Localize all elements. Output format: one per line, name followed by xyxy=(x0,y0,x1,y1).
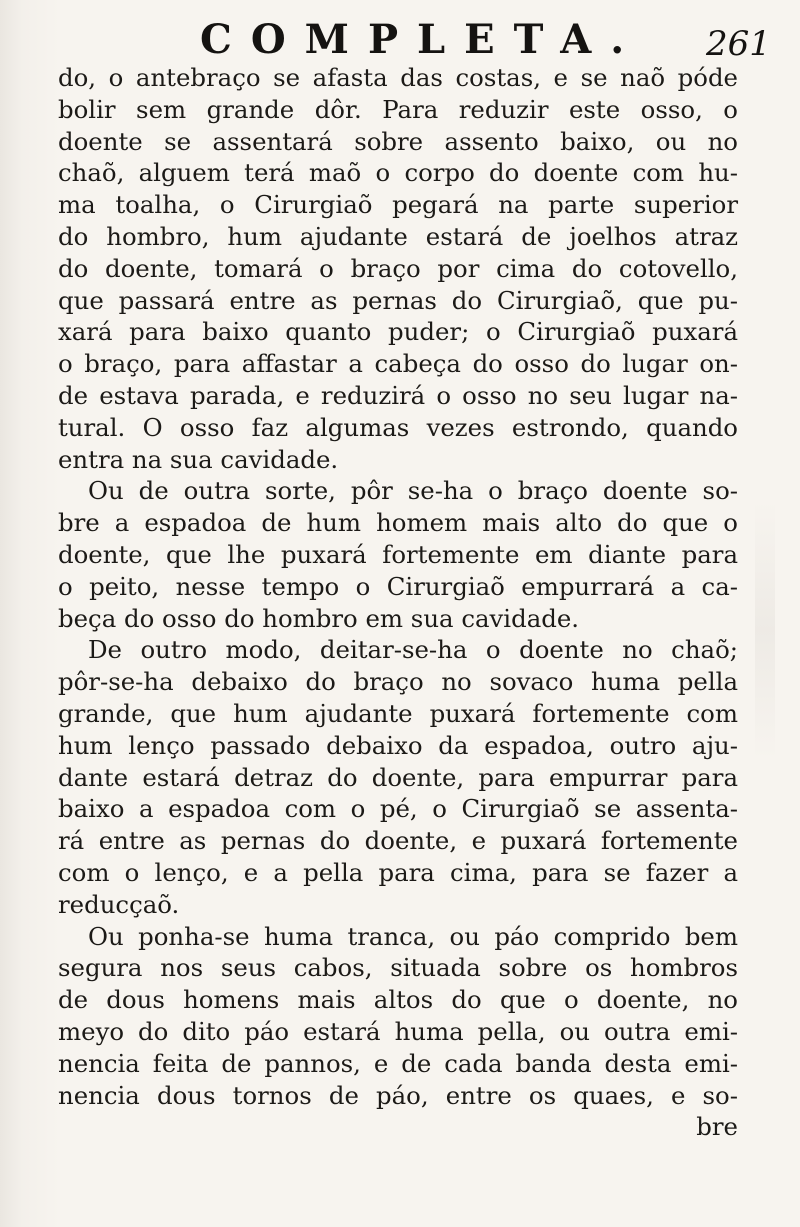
body-text xyxy=(58,62,738,1143)
text-line: de dous homens mais altos do que o doente, no xyxy=(58,985,738,1015)
text-line: do hombro, hum ajudante estará de joelhos atraz xyxy=(58,221,738,251)
paragraph-end-line: beça do osso do hombro em sua cavidade. xyxy=(58,603,580,633)
text-line: meyo do dito páo estará huma pella, ou outra emi- xyxy=(58,1016,738,1046)
text-line: com o lenço, e a pella para cima, para se fazer a xyxy=(58,857,738,887)
paper-smudge xyxy=(755,500,775,760)
text-line: de estava parada, e reduzirá o osso no seu lugar na- xyxy=(58,380,738,410)
paragraph-end-line: entra na sua cavidade. xyxy=(58,444,339,474)
text-line: nencia dous tornos de páo, entre os quaes, e so- xyxy=(58,1080,738,1110)
text-line: dante estará detraz do doente, para empurrar para xyxy=(58,762,738,792)
catchword: bre xyxy=(696,1112,738,1142)
text-line: nencia feita de pannos, e de cada banda desta emi- xyxy=(58,1048,738,1078)
text-line: segura nos seus cabos, situada sobre os hombros xyxy=(58,953,738,983)
text-line: o peito, nesse tempo o Cirurgiaõ empurrará a ca- xyxy=(58,571,738,601)
text-line: grande, que hum ajudante puxará fortemente com xyxy=(58,698,738,728)
text-line: bolir sem grande dôr. Para reduzir este osso, o xyxy=(58,94,738,124)
page-number: 261 xyxy=(706,24,771,64)
text-line: bre a espadoa de hum homem mais alto do que o xyxy=(58,508,738,538)
text-line: ma toalha, o Cirurgiaõ pegará na parte superior xyxy=(58,190,738,220)
text-line: tural. O osso faz algumas vezes estrondo, quando xyxy=(58,412,738,442)
text-line: rá entre as pernas do doente, e puxará fortemente xyxy=(58,826,738,856)
paragraph-first-line: De outro modo, deitar-se-ha o doente no chaõ; xyxy=(88,635,738,665)
text-line: que passará entre as pernas do Cirurgiaõ, que pu- xyxy=(58,285,738,315)
text-line: xará para baixo quanto puder; o Cirurgiaõ puxará xyxy=(58,317,738,347)
text-line: do doente, tomará o braço por cima do cotovello, xyxy=(58,253,738,283)
text-line: chaõ, alguem terá maõ o corpo do doente com hu- xyxy=(58,158,738,188)
text-line: o braço, para affastar a cabeça do osso do lugar on- xyxy=(58,349,738,379)
paragraph-first-line: Ou de outra sorte, pôr se-ha o braço doente so- xyxy=(88,476,738,506)
text-line: hum lenço passado debaixo da espadoa, outro aju- xyxy=(58,730,738,760)
text-line: doente se assentará sobre assento baixo, ou no xyxy=(58,126,738,156)
paragraph-end-line: reducçaõ. xyxy=(58,889,180,919)
text-line: do, o antebraço se afasta das costas, e se naõ póde xyxy=(58,63,738,92)
text-line: baixo a espadoa com o pé, o Cirurgiaõ se assenta- xyxy=(58,794,738,824)
running-head: COMPLETA. xyxy=(200,16,644,63)
text-line: pôr-se-ha debaixo do braço no sovaco huma pella xyxy=(58,667,738,697)
text-line: doente, que lhe puxará fortemente em diante para xyxy=(58,539,738,569)
paragraph-first-line: Ou ponha-se huma tranca, ou páo comprido bem xyxy=(88,921,738,951)
page-header xyxy=(0,14,800,66)
